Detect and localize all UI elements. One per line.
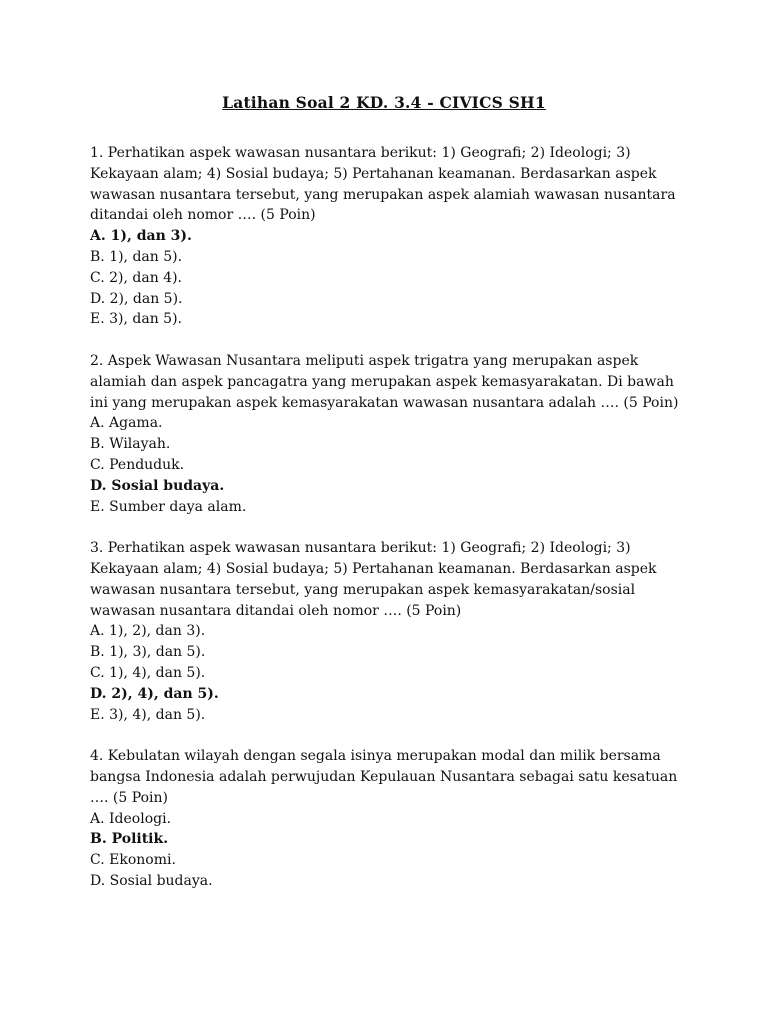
answer-options bbox=[90, 413, 690, 517]
answer-option: C. 2), dan 4). bbox=[90, 269, 182, 286]
answer-option-correct: A. 1), dan 3). bbox=[90, 228, 192, 245]
answer-option: A. 1), 2), dan 3). bbox=[90, 623, 206, 640]
answer-options bbox=[90, 621, 690, 725]
question-4 bbox=[90, 746, 690, 892]
answer-option: C. Ekonomi. bbox=[90, 852, 176, 869]
answer-option: E. 3), 4), dan 5). bbox=[90, 706, 206, 723]
question-text: 3. Perhatikan aspek wawasan nusantara berikut: 1) Geografi; 2) Ideologi; 3) Kekayaan alam; 4) Sosial budaya; 5) Pertahanan keamanan. Berdasarkan aspek wawasan nusantara tersebut, yang merupakan aspek kemasyarakatan/sosial wawasan nusantara ditandai oleh nomor …. (5 Poin) bbox=[90, 540, 657, 619]
answer-option-correct: B. Politik. bbox=[90, 831, 169, 848]
answer-option: A. Agama. bbox=[90, 415, 163, 432]
question-text: 1. Perhatikan aspek wawasan nusantara berikut: 1) Geografi; 2) Ideologi; 3) Kekayaan alam; 4) Sosial budaya; 5) Pertahanan keamanan. Berdasarkan aspek wawasan nusantara tersebut, yang merupakan aspek alamiah wawasan nusantara ditandai oleh nomor …. (5 Poin) bbox=[90, 145, 676, 224]
answer-option: B. 1), 3), dan 5). bbox=[90, 644, 206, 661]
answer-option-correct: D. 2), 4), dan 5). bbox=[90, 685, 219, 702]
answer-option: D. Sosial budaya. bbox=[90, 872, 213, 889]
answer-option: D. 2), dan 5). bbox=[90, 290, 183, 307]
question-text: 4. Kebulatan wilayah dengan segala isinya merupakan modal dan milik bersama bangsa Indonesia adalah perwujudan Kepulauan Nusantara sebagai satu kesatuan …. (5 Poin) bbox=[90, 748, 678, 806]
answer-option: B. 1), dan 5). bbox=[90, 248, 183, 265]
answer-option: C. Penduduk. bbox=[90, 456, 185, 473]
question-2 bbox=[90, 351, 690, 517]
document-title: Latihan Soal 2 KD. 3.4 - CIVICS SH1 bbox=[222, 93, 546, 112]
answer-options bbox=[90, 809, 690, 892]
question-list bbox=[90, 143, 690, 912]
question-3 bbox=[90, 538, 690, 725]
answer-option: E. Sumber daya alam. bbox=[90, 498, 247, 515]
answer-option: C. 1), 4), dan 5). bbox=[90, 664, 206, 681]
question-1 bbox=[90, 143, 690, 330]
answer-option-correct: D. Sosial budaya. bbox=[90, 477, 225, 494]
answer-option: B. Wilayah. bbox=[90, 436, 171, 453]
question-text: 2. Aspek Wawasan Nusantara meliputi aspek trigatra yang merupakan aspek alamiah dan aspek pancagatra yang merupakan aspek kemasyarakatan. Di bawah ini yang merupakan aspek kemasyarakatan wawasan nusantara adalah …. (5 Poin) bbox=[90, 352, 679, 411]
answer-options bbox=[90, 226, 690, 330]
answer-option: A. Ideologi. bbox=[90, 810, 172, 827]
answer-option: E. 3), dan 5). bbox=[90, 311, 182, 328]
